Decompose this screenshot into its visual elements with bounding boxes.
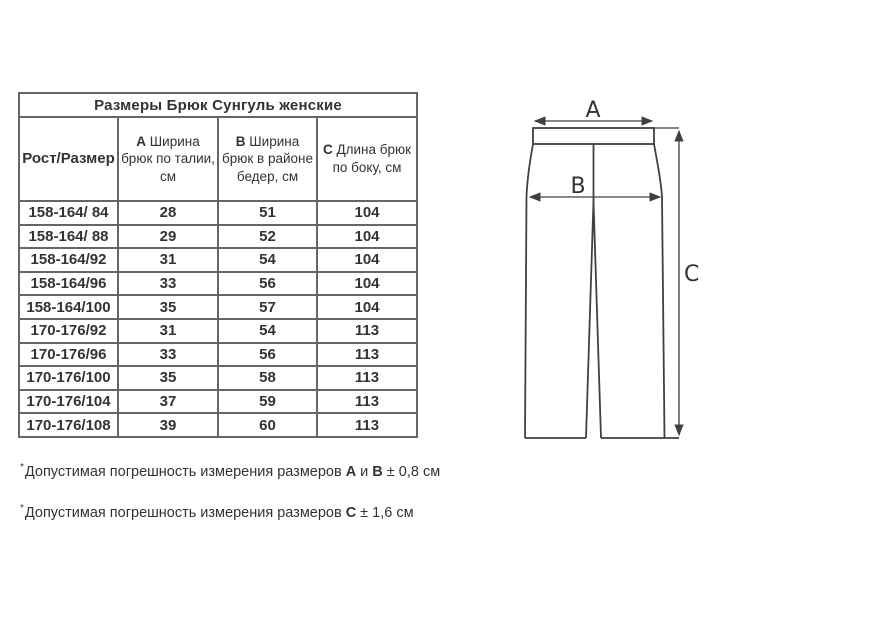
footnote-tolerance-ab: *Допустимая погрешность измерения размеров A и B ± 0,8 см <box>20 462 441 480</box>
table-row <box>19 413 417 437</box>
table-row <box>19 248 417 272</box>
footnote-letter-c: C <box>345 504 357 521</box>
footnote-letter-a: A <box>345 463 357 480</box>
cell-waist: 31 <box>118 319 218 343</box>
cell-waist: 31 <box>118 248 218 272</box>
cell-length: 104 <box>317 225 417 249</box>
cell-waist: 35 <box>118 366 218 390</box>
table-row <box>19 272 417 296</box>
left-outer-edge <box>525 144 533 438</box>
cell-length: 104 <box>317 295 417 319</box>
cell-size: 158-164/92 <box>19 248 118 272</box>
dim-b-label: B <box>570 174 586 199</box>
cell-hips: 56 <box>218 272 317 296</box>
cell-size: 158-164/ 84 <box>19 201 118 225</box>
asterisk: * <box>20 462 24 473</box>
table-row <box>19 225 417 249</box>
cell-length: 113 <box>317 343 417 367</box>
right-inseam <box>594 201 602 438</box>
cell-length: 113 <box>317 319 417 343</box>
cell-waist: 33 <box>118 272 218 296</box>
table-row <box>19 366 417 390</box>
cell-length: 113 <box>317 366 417 390</box>
size-table <box>18 92 418 438</box>
cell-hips: 60 <box>218 413 317 437</box>
footnote-letter-b: B <box>372 463 383 480</box>
cell-hips: 58 <box>218 366 317 390</box>
column-header-size: Рост/Размер <box>19 117 118 201</box>
table-title: Размеры Брюк Сунгуль женские <box>19 93 417 117</box>
table-title-row <box>19 93 417 117</box>
left-inseam <box>586 201 594 438</box>
cell-size: 170-176/92 <box>19 319 118 343</box>
cell-length: 113 <box>317 390 417 414</box>
cell-length: 104 <box>317 201 417 225</box>
column-header-hips: B Ширина брюк в районе бедер, см <box>218 117 317 201</box>
right-outer-edge <box>654 144 665 438</box>
table-row <box>19 343 417 367</box>
cell-length: 113 <box>317 413 417 437</box>
cell-size: 170-176/96 <box>19 343 118 367</box>
cell-hips: 51 <box>218 201 317 225</box>
letter-a: A <box>136 133 147 149</box>
cell-size: 170-176/100 <box>19 366 118 390</box>
dim-a-label: A <box>585 98 601 123</box>
cell-size: 158-164/100 <box>19 295 118 319</box>
cell-waist: 33 <box>118 343 218 367</box>
cell-size: 158-164/ 88 <box>19 225 118 249</box>
waistband-outline <box>533 128 654 144</box>
letter-c: C <box>322 142 333 158</box>
cell-waist: 29 <box>118 225 218 249</box>
cell-hips: 54 <box>218 319 317 343</box>
cell-hips: 54 <box>218 248 317 272</box>
footnote-tolerance-c: *Допустимая погрешность измерения размеров C ± 1,6 см <box>20 503 414 521</box>
asterisk: * <box>20 503 24 514</box>
cell-hips: 59 <box>218 390 317 414</box>
cell-size: 170-176/108 <box>19 413 118 437</box>
cell-waist: 28 <box>118 201 218 225</box>
letter-b: B <box>235 133 246 149</box>
cell-waist: 39 <box>118 413 218 437</box>
cell-hips: 52 <box>218 225 317 249</box>
table-row <box>19 295 417 319</box>
table-row <box>19 201 417 225</box>
table-row <box>19 319 417 343</box>
cell-waist: 35 <box>118 295 218 319</box>
dim-c-label: C <box>684 262 700 287</box>
table-row <box>19 390 417 414</box>
cell-size: 170-176/104 <box>19 390 118 414</box>
cell-hips: 56 <box>218 343 317 367</box>
column-header-length: C Длина брюк по боку, см <box>317 117 417 201</box>
cell-size: 158-164/96 <box>19 272 118 296</box>
cell-length: 104 <box>317 272 417 296</box>
cell-length: 104 <box>317 248 417 272</box>
cell-waist: 37 <box>118 390 218 414</box>
cell-hips: 57 <box>218 295 317 319</box>
column-header-waist: A Ширина брюк по талии, см <box>118 117 218 201</box>
table-header-row <box>19 117 417 201</box>
